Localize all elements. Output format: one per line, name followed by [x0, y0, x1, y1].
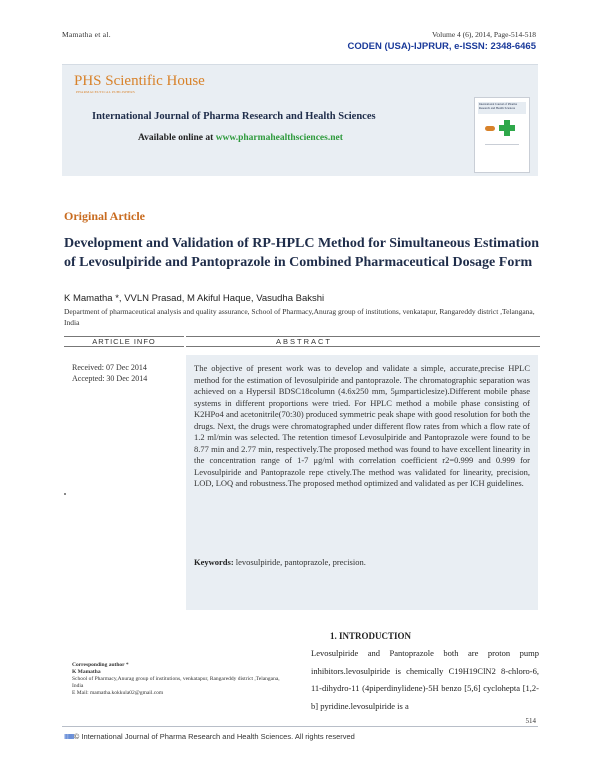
keywords-values: levosulpiride, pantoprazole, precision. [233, 557, 366, 567]
corresponding-email[interactable]: E Mail: mamatha.kokkula02@gmail.com [72, 690, 164, 696]
coden-issn: CODEN (USA)-IJPRUR, e-ISSN: 2348-6465 [347, 41, 536, 52]
publisher-tagline: PHARMACEUTICAL PUBLISHERS [76, 90, 136, 94]
page-number: 514 [525, 717, 536, 725]
abstract-text: The objective of present work was to develop and validate a simple, accurate,precise HPLC method for the estimation of levosulpiride and pantoprazole. The chromatographic separation was achieved on a Hypersil BDSC18column (4.6x250 mm, 5μmparticlesize).Different mobile phase systems in different proportions were tried. For HPLC method a mobile phase consisting of K2HPo4 and acetonitrile(70:30) produced symmetric peak shape with good resolution for both the drugs. Next, the drugs were chromatographed under different flow rates from which a flow rate of 1.2 ml/min was selected. The retention timesof Levosulpiride and Pantoprazole were found to be 8.77 min and 2.77 min, respectively.The proposed method was found to have excellent linearity in the concentration range of 1-7 μg/ml with correlation coefficient r2=0.999 and 0.999 for Levosulpiride and Pantoprazole repe ctively.The method was validated for linearity, precision, LOD, LOQ and robustness.The proposed method optimized and validated as per ICH guidelines. [194, 363, 530, 488]
keywords-line [194, 557, 530, 567]
introduction-heading: 1. INTRODUCTION [330, 631, 412, 641]
journal-title: International Journal of Pharma Research and Health Sciences [92, 111, 376, 122]
available-prefix: Available online at [138, 133, 216, 143]
introduction-text: Levosulpiride and Pantoprazole both are proton pump inhibitors.levosulpiride is chemically C19H19ClN2 8-chloro-6, 11-dihydro-11 (4piperdinylidene)-5H benzo [5,6] cyclohepta [1,2-b] pyridine.levosulpiride is a [311, 648, 539, 711]
abstract-panel [186, 355, 538, 610]
medical-cross-icon [499, 120, 515, 136]
accepted-date: Accepted: 30 Dec 2014 [72, 374, 148, 383]
article-title: Development and Validation of RP-HPLC Method for Simultaneous Estimation of Levosulpiride and Pantoprazole in Combined Pharmaceutical Dosage Form [64, 236, 539, 270]
article-info-heading: ARTICLE INFO [64, 336, 184, 347]
corresponding-author-block [72, 662, 282, 697]
footer-divider [62, 726, 538, 727]
corresponding-label: Corresponding author * [72, 662, 129, 668]
journal-website-link[interactable]: www.pharmahealthsciences.net [215, 133, 343, 143]
cover-divider [485, 144, 519, 168]
keywords-label: Keywords: [194, 557, 234, 567]
article-dates [72, 362, 147, 384]
author-affiliation: Department of pharmaceutical analysis and quality assurance, School of Pharmacy,Anurag group of institutions, venkatapur, Rangareddy district ,Telangana, India [64, 307, 535, 327]
volume-info: Volume 4 (6), 2014, Page-514-518 [431, 30, 536, 39]
cover-title-band: International Journal of Pharma Research and Health Sciences [478, 102, 526, 114]
copyright-text: © International Journal of Pharma Research and Health Sciences. All rights reserved [73, 732, 355, 741]
article-type-label: Original Article [64, 209, 145, 223]
pill-icon [485, 126, 495, 131]
journal-banner [62, 64, 538, 176]
corresponding-address: School of Pharmacy,Anurag group of institutions, venkatapur, Rangareddy district ,Telangana, India [72, 676, 280, 689]
author-list: K Mamatha *, VVLN Prasad, M Akiful Haque, Vasudha Bakshi [64, 293, 325, 304]
footer-mark: IIIIIIIII [64, 732, 74, 741]
running-author: Mamatha et al. [62, 30, 111, 39]
received-date: Received: 07 Dec 2014 [72, 363, 147, 372]
stray-mark [64, 493, 66, 495]
available-online [138, 133, 343, 143]
journal-cover-thumbnail [474, 97, 530, 173]
copyright-footer [64, 732, 355, 741]
abstract-heading: ABSTRACT [186, 336, 540, 347]
corresponding-name: K Mamatha [72, 669, 101, 675]
publisher-logo: PHS Scientific House [74, 73, 205, 89]
